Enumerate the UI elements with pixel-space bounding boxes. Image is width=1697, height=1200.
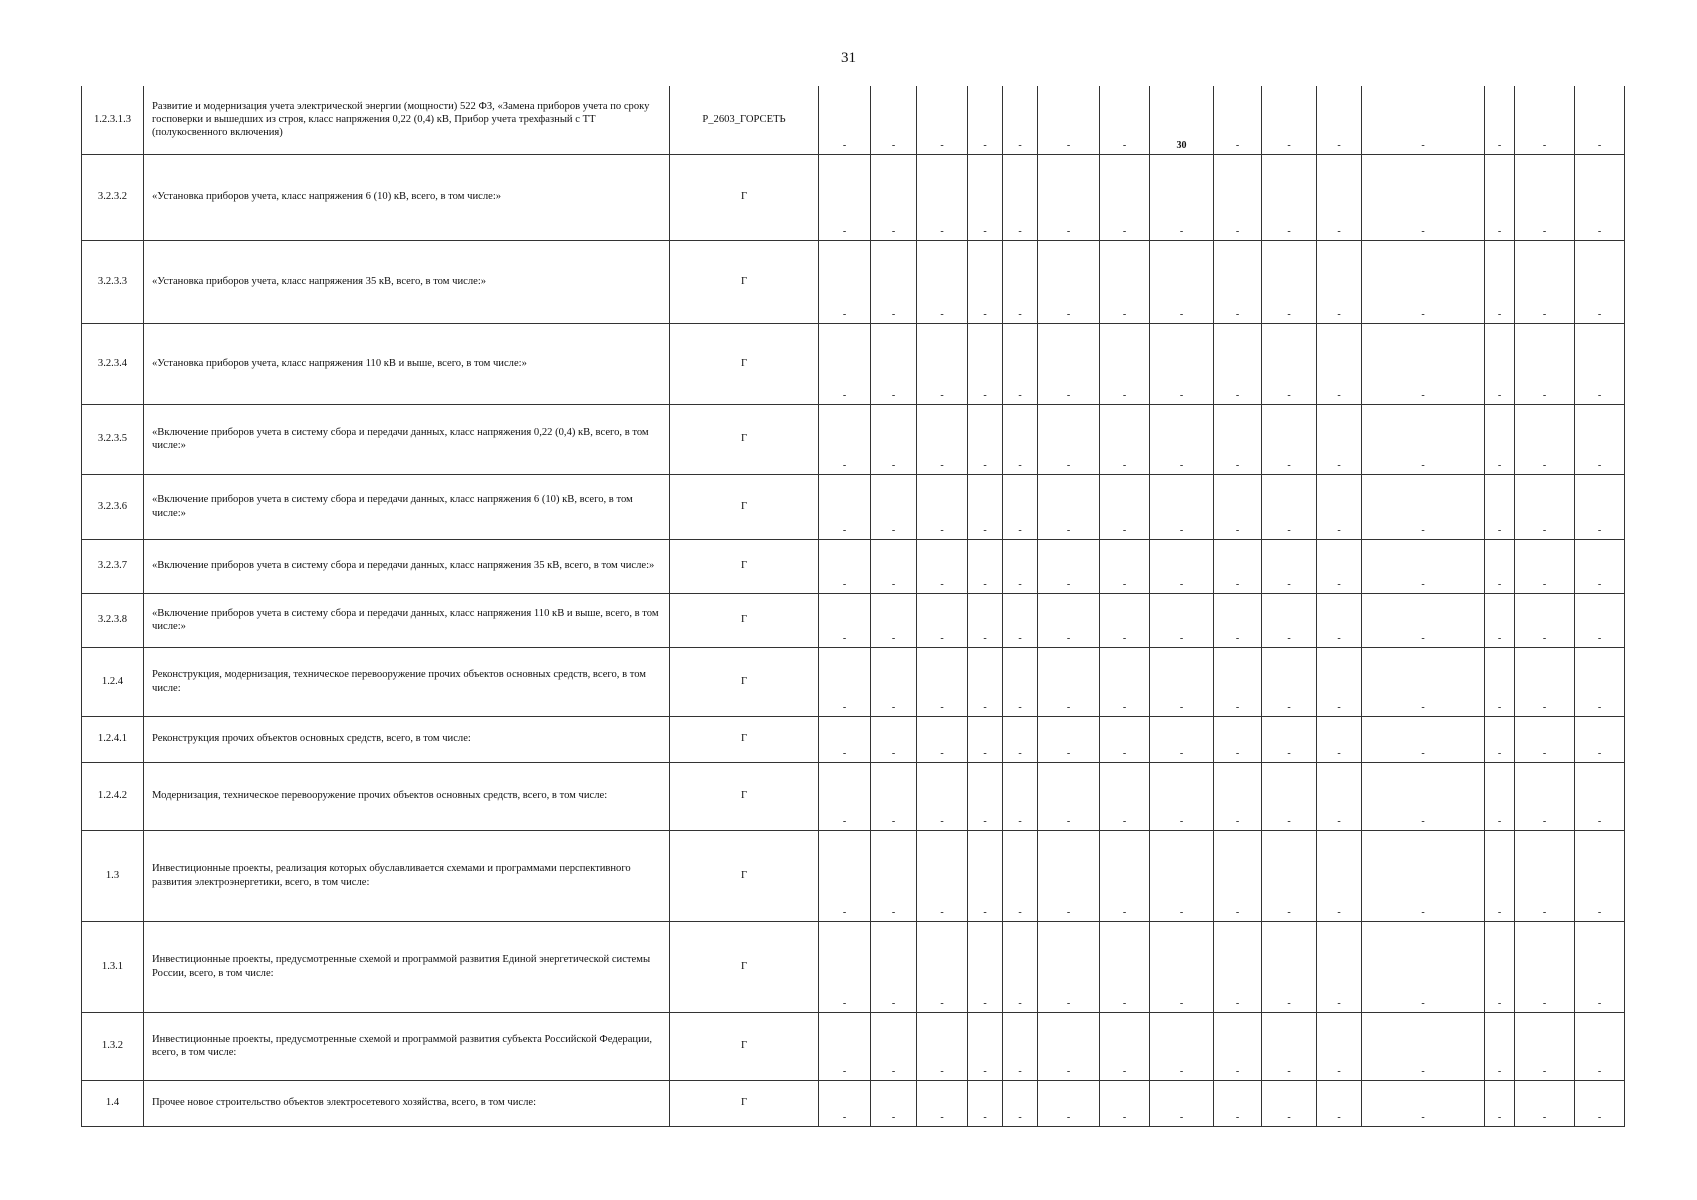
value-cell: - <box>1515 716 1575 762</box>
value-cell: - <box>1575 830 1625 921</box>
value-cell: - <box>871 1012 917 1080</box>
value-cell: - <box>1214 921 1262 1012</box>
value-cell: - <box>1150 647 1214 716</box>
value-cell: - <box>1362 539 1485 593</box>
row-name: Инвестиционные проекты, предусмотренные схемой и программой развития субъекта Российской Федерации, всего, в том числе: <box>144 1012 670 1080</box>
table-row <box>82 474 1625 539</box>
value-cell: - <box>1515 1012 1575 1080</box>
value-cell: - <box>1262 647 1317 716</box>
value-cell: - <box>1362 716 1485 762</box>
value-cell: - <box>1362 323 1485 404</box>
value-cell: - <box>1038 593 1100 647</box>
value-cell: - <box>968 716 1003 762</box>
value-cell: - <box>1575 921 1625 1012</box>
table-row <box>82 323 1625 404</box>
row-name: «Установка приборов учета, класс напряжения 35 кВ, всего, в том числе:» <box>144 240 670 323</box>
value-cell: - <box>871 539 917 593</box>
value-cell: - <box>1150 323 1214 404</box>
value-cell: - <box>917 240 968 323</box>
value-cell: - <box>1485 716 1515 762</box>
row-name: Инвестиционные проекты, реализация которых обуславливается схемами и программами перспективного развития электроэнергетики, всего, в том числе: <box>144 830 670 921</box>
value-cell: - <box>1262 716 1317 762</box>
row-code: 1.3.1 <box>82 921 144 1012</box>
value-cell: - <box>1038 154 1100 240</box>
value-cell: - <box>1317 647 1362 716</box>
value-cell: - <box>1150 474 1214 539</box>
value-cell: - <box>1100 1080 1150 1126</box>
value-cell: - <box>1575 154 1625 240</box>
value-cell: - <box>1362 154 1485 240</box>
value-cell: - <box>871 404 917 474</box>
value-cell: - <box>819 593 871 647</box>
value-cell: - <box>1262 539 1317 593</box>
value-cell: - <box>1362 1080 1485 1126</box>
value-cell: - <box>1485 1012 1515 1080</box>
value-cell: - <box>1317 323 1362 404</box>
value-cell: - <box>1214 539 1262 593</box>
row-identifier: Г <box>670 404 819 474</box>
value-cell: - <box>1150 1080 1214 1126</box>
value-cell: - <box>819 404 871 474</box>
value-cell: - <box>1515 647 1575 716</box>
row-name: «Установка приборов учета, класс напряжения 6 (10) кВ, всего, в том числе:» <box>144 154 670 240</box>
value-cell: - <box>1485 762 1515 830</box>
table-row <box>82 1080 1625 1126</box>
row-code: 1.2.3.1.3 <box>82 86 144 154</box>
value-cell: - <box>819 716 871 762</box>
value-cell: - <box>1003 921 1038 1012</box>
table-row <box>82 593 1625 647</box>
row-identifier: Г <box>670 716 819 762</box>
value-cell: - <box>1038 830 1100 921</box>
value-cell: - <box>1262 921 1317 1012</box>
value-cell: - <box>917 593 968 647</box>
value-cell: - <box>1214 240 1262 323</box>
value-cell: - <box>1100 323 1150 404</box>
value-cell: - <box>1317 240 1362 323</box>
value-cell: - <box>1362 593 1485 647</box>
value-cell: - <box>1575 762 1625 830</box>
value-cell: - <box>819 474 871 539</box>
value-cell: - <box>871 921 917 1012</box>
value-cell: - <box>1317 716 1362 762</box>
value-cell: - <box>1262 240 1317 323</box>
value-cell: - <box>968 1080 1003 1126</box>
value-cell: - <box>917 404 968 474</box>
value-cell: - <box>1317 921 1362 1012</box>
value-cell: - <box>1038 539 1100 593</box>
row-code: 3.2.3.2 <box>82 154 144 240</box>
value-cell: - <box>1485 240 1515 323</box>
value-cell: - <box>1150 154 1214 240</box>
value-cell: - <box>1515 593 1575 647</box>
value-cell: - <box>1575 323 1625 404</box>
row-identifier: P_2603_ГОРСЕТЬ <box>670 86 819 154</box>
value-cell: - <box>1003 404 1038 474</box>
value-cell: - <box>1150 716 1214 762</box>
value-cell: - <box>1214 474 1262 539</box>
value-cell: - <box>1262 404 1317 474</box>
value-cell: - <box>1003 154 1038 240</box>
value-cell: - <box>1003 1080 1038 1126</box>
value-cell: - <box>1038 474 1100 539</box>
table-row <box>82 647 1625 716</box>
value-cell: - <box>917 762 968 830</box>
value-cell: - <box>871 762 917 830</box>
row-identifier: Г <box>670 830 819 921</box>
value-cell: - <box>1100 762 1150 830</box>
value-cell: - <box>1575 647 1625 716</box>
value-cell: - <box>1214 1012 1262 1080</box>
value-cell: - <box>1262 762 1317 830</box>
value-cell: - <box>1515 323 1575 404</box>
value-cell: - <box>1515 86 1575 154</box>
value-cell: - <box>1317 86 1362 154</box>
investment-program-table <box>81 86 1625 1127</box>
value-cell: - <box>1575 240 1625 323</box>
row-name: «Включение приборов учета в систему сбора и передачи данных, класс напряжения 6 (10) кВ, всего, в том числе:» <box>144 474 670 539</box>
row-identifier: Г <box>670 474 819 539</box>
value-cell: - <box>1515 404 1575 474</box>
value-cell: - <box>917 1012 968 1080</box>
row-name: «Включение приборов учета в систему сбора и передачи данных, класс напряжения 0,22 (0,4) кВ, всего, в том числе:» <box>144 404 670 474</box>
value-cell: - <box>1003 323 1038 404</box>
value-cell: - <box>1100 240 1150 323</box>
value-cell: - <box>1100 921 1150 1012</box>
value-cell: - <box>1003 1012 1038 1080</box>
value-cell: - <box>1515 762 1575 830</box>
value-cell: - <box>917 716 968 762</box>
row-code: 3.2.3.3 <box>82 240 144 323</box>
value-cell: - <box>1262 1012 1317 1080</box>
value-cell: - <box>1485 830 1515 921</box>
value-cell: - <box>1003 762 1038 830</box>
table-body <box>82 86 1625 1126</box>
value-cell: - <box>1262 474 1317 539</box>
value-cell: - <box>1214 647 1262 716</box>
value-cell: - <box>1100 539 1150 593</box>
value-cell: - <box>1150 240 1214 323</box>
value-cell: - <box>871 86 917 154</box>
value-cell: - <box>1150 762 1214 830</box>
row-code: 1.4 <box>82 1080 144 1126</box>
row-code: 1.3.2 <box>82 1012 144 1080</box>
value-cell: - <box>1100 154 1150 240</box>
value-cell: - <box>1262 1080 1317 1126</box>
value-cell: - <box>1362 404 1485 474</box>
value-cell: - <box>1317 593 1362 647</box>
row-name: «Включение приборов учета в систему сбора и передачи данных, класс напряжения 35 кВ, всего, в том числе:» <box>144 539 670 593</box>
table-row <box>82 921 1625 1012</box>
value-cell: - <box>1003 539 1038 593</box>
value-cell: - <box>871 154 917 240</box>
row-code: 3.2.3.7 <box>82 539 144 593</box>
value-cell: - <box>871 474 917 539</box>
value-cell: - <box>1317 404 1362 474</box>
value-cell: - <box>1100 647 1150 716</box>
row-identifier: Г <box>670 921 819 1012</box>
row-identifier: Г <box>670 1012 819 1080</box>
row-identifier: Г <box>670 323 819 404</box>
value-cell: - <box>1362 830 1485 921</box>
row-identifier: Г <box>670 539 819 593</box>
value-cell: - <box>1485 593 1515 647</box>
value-cell: - <box>1150 830 1214 921</box>
value-cell: - <box>1038 716 1100 762</box>
value-cell: - <box>819 86 871 154</box>
value-cell: - <box>819 921 871 1012</box>
value-cell: - <box>819 154 871 240</box>
value-cell: - <box>968 762 1003 830</box>
value-cell: - <box>917 474 968 539</box>
row-identifier: Г <box>670 1080 819 1126</box>
value-cell: - <box>1038 921 1100 1012</box>
value-cell: - <box>1515 474 1575 539</box>
row-code: 1.2.4 <box>82 647 144 716</box>
value-cell: - <box>1485 921 1515 1012</box>
table-row <box>82 1012 1625 1080</box>
value-cell: - <box>1003 830 1038 921</box>
value-cell: - <box>1362 1012 1485 1080</box>
table-row <box>82 154 1625 240</box>
value-cell: - <box>1515 154 1575 240</box>
value-cell: - <box>1100 716 1150 762</box>
row-code: 3.2.3.6 <box>82 474 144 539</box>
value-cell: - <box>1100 1012 1150 1080</box>
value-cell: - <box>917 154 968 240</box>
value-cell: - <box>968 593 1003 647</box>
value-cell: - <box>819 1080 871 1126</box>
value-cell: - <box>1214 154 1262 240</box>
value-cell: - <box>1262 86 1317 154</box>
value-cell: - <box>1150 921 1214 1012</box>
value-cell: - <box>968 539 1003 593</box>
value-cell: - <box>1317 1012 1362 1080</box>
value-cell: - <box>917 86 968 154</box>
row-identifier: Г <box>670 154 819 240</box>
value-cell: - <box>1575 593 1625 647</box>
value-cell: - <box>1362 86 1485 154</box>
row-code: 3.2.3.4 <box>82 323 144 404</box>
value-cell: - <box>1485 323 1515 404</box>
value-cell: - <box>1575 1012 1625 1080</box>
value-cell: - <box>1515 830 1575 921</box>
value-cell: - <box>1038 762 1100 830</box>
value-cell: - <box>1515 921 1575 1012</box>
value-cell: - <box>1485 154 1515 240</box>
value-cell: - <box>917 830 968 921</box>
value-cell: - <box>1515 240 1575 323</box>
value-cell: - <box>1575 1080 1625 1126</box>
value-cell: - <box>1515 539 1575 593</box>
value-cell: - <box>968 921 1003 1012</box>
row-name: «Включение приборов учета в систему сбора и передачи данных, класс напряжения 110 кВ и выше, всего, в том числе:» <box>144 593 670 647</box>
table-row <box>82 404 1625 474</box>
row-name: Развитие и модернизация учета электрической энергии (мощности) 522 ФЗ, «Замена приборов учета по сроку госповерки и вышедших из строя, класс напряжения 0,22 (0,4) кВ, Прибор учета трехфазный с ТТ (полукосвенного включения) <box>144 86 670 154</box>
row-code: 3.2.3.5 <box>82 404 144 474</box>
value-cell: - <box>1485 539 1515 593</box>
page-number: 31 <box>841 50 856 66</box>
value-cell: - <box>819 1012 871 1080</box>
value-cell: - <box>1214 762 1262 830</box>
row-name: Модернизация, техническое перевооружение прочих объектов основных средств, всего, в том числе: <box>144 762 670 830</box>
value-cell: - <box>819 647 871 716</box>
value-cell: - <box>1485 404 1515 474</box>
table-row <box>82 762 1625 830</box>
value-cell: - <box>968 240 1003 323</box>
value-cell: - <box>871 716 917 762</box>
value-cell: - <box>819 323 871 404</box>
table-row <box>82 539 1625 593</box>
value-cell: - <box>1003 716 1038 762</box>
value-cell: - <box>1038 1080 1100 1126</box>
value-cell: - <box>1214 716 1262 762</box>
value-cell: - <box>1003 86 1038 154</box>
value-cell: - <box>1214 404 1262 474</box>
value-cell: - <box>1485 647 1515 716</box>
value-cell: - <box>1317 762 1362 830</box>
value-cell: - <box>1317 539 1362 593</box>
value-cell: - <box>1317 1080 1362 1126</box>
value-cell: - <box>1038 323 1100 404</box>
value-cell: - <box>1575 716 1625 762</box>
row-code: 1.2.4.2 <box>82 762 144 830</box>
value-cell: - <box>968 154 1003 240</box>
value-cell: - <box>968 474 1003 539</box>
value-cell: - <box>1214 1080 1262 1126</box>
value-cell: - <box>819 762 871 830</box>
value-cell: - <box>819 240 871 323</box>
value-cell: - <box>1003 474 1038 539</box>
value-cell: - <box>1485 1080 1515 1126</box>
row-identifier: Г <box>670 593 819 647</box>
row-identifier: Г <box>670 240 819 323</box>
value-cell: - <box>1100 830 1150 921</box>
value-cell: - <box>1214 830 1262 921</box>
value-cell: - <box>1362 474 1485 539</box>
table-row <box>82 240 1625 323</box>
value-cell: - <box>819 830 871 921</box>
row-name: Реконструкция, модернизация, техническое перевооружение прочих объектов основных средств, всего, в том числе: <box>144 647 670 716</box>
value-cell: - <box>968 830 1003 921</box>
value-cell: - <box>968 1012 1003 1080</box>
value-cell: - <box>1362 240 1485 323</box>
value-cell: - <box>1100 86 1150 154</box>
value-cell: - <box>917 921 968 1012</box>
row-name: «Установка приборов учета, класс напряжения 110 кВ и выше, всего, в том числе:» <box>144 323 670 404</box>
value-cell: - <box>871 1080 917 1126</box>
value-cell: - <box>968 647 1003 716</box>
value-cell: 30 <box>1150 86 1214 154</box>
value-cell: - <box>819 539 871 593</box>
value-cell: - <box>1485 86 1515 154</box>
value-cell: - <box>871 323 917 404</box>
value-cell: - <box>917 647 968 716</box>
value-cell: - <box>917 1080 968 1126</box>
value-cell: - <box>968 323 1003 404</box>
row-name: Прочее новое строительство объектов электросетевого хозяйства, всего, в том числе: <box>144 1080 670 1126</box>
value-cell: - <box>1003 647 1038 716</box>
value-cell: - <box>1362 921 1485 1012</box>
value-cell: - <box>917 323 968 404</box>
value-cell: - <box>968 404 1003 474</box>
value-cell: - <box>1100 404 1150 474</box>
row-name: Инвестиционные проекты, предусмотренные схемой и программой развития Единой энергетической системы России, всего, в том числе: <box>144 921 670 1012</box>
value-cell: - <box>1038 86 1100 154</box>
value-cell: - <box>1038 404 1100 474</box>
value-cell: - <box>1575 474 1625 539</box>
value-cell: - <box>1362 647 1485 716</box>
value-cell: - <box>1214 593 1262 647</box>
row-name: Реконструкция прочих объектов основных средств, всего, в том числе: <box>144 716 670 762</box>
value-cell: - <box>968 86 1003 154</box>
table-row <box>82 716 1625 762</box>
value-cell: - <box>1038 240 1100 323</box>
value-cell: - <box>1150 539 1214 593</box>
value-cell: - <box>1317 830 1362 921</box>
row-identifier: Г <box>670 762 819 830</box>
value-cell: - <box>1038 1012 1100 1080</box>
value-cell: - <box>1150 593 1214 647</box>
value-cell: - <box>871 240 917 323</box>
value-cell: - <box>871 647 917 716</box>
value-cell: - <box>1100 474 1150 539</box>
value-cell: - <box>1214 86 1262 154</box>
value-cell: - <box>1362 762 1485 830</box>
value-cell: - <box>1317 154 1362 240</box>
row-code: 1.2.4.1 <box>82 716 144 762</box>
value-cell: - <box>871 593 917 647</box>
value-cell: - <box>1262 154 1317 240</box>
value-cell: - <box>1317 474 1362 539</box>
value-cell: - <box>1575 539 1625 593</box>
value-cell: - <box>1214 323 1262 404</box>
value-cell: - <box>1100 593 1150 647</box>
row-code: 3.2.3.8 <box>82 593 144 647</box>
value-cell: - <box>1485 474 1515 539</box>
row-code: 1.3 <box>82 830 144 921</box>
value-cell: - <box>1003 240 1038 323</box>
value-cell: - <box>871 830 917 921</box>
table-row <box>82 86 1625 154</box>
table-row <box>82 830 1625 921</box>
value-cell: - <box>917 539 968 593</box>
value-cell: - <box>1575 86 1625 154</box>
value-cell: - <box>1575 404 1625 474</box>
value-cell: - <box>1150 1012 1214 1080</box>
row-identifier: Г <box>670 647 819 716</box>
value-cell: - <box>1262 830 1317 921</box>
value-cell: - <box>1515 1080 1575 1126</box>
value-cell: - <box>1003 593 1038 647</box>
value-cell: - <box>1262 323 1317 404</box>
value-cell: - <box>1150 404 1214 474</box>
value-cell: - <box>1262 593 1317 647</box>
value-cell: - <box>1038 647 1100 716</box>
